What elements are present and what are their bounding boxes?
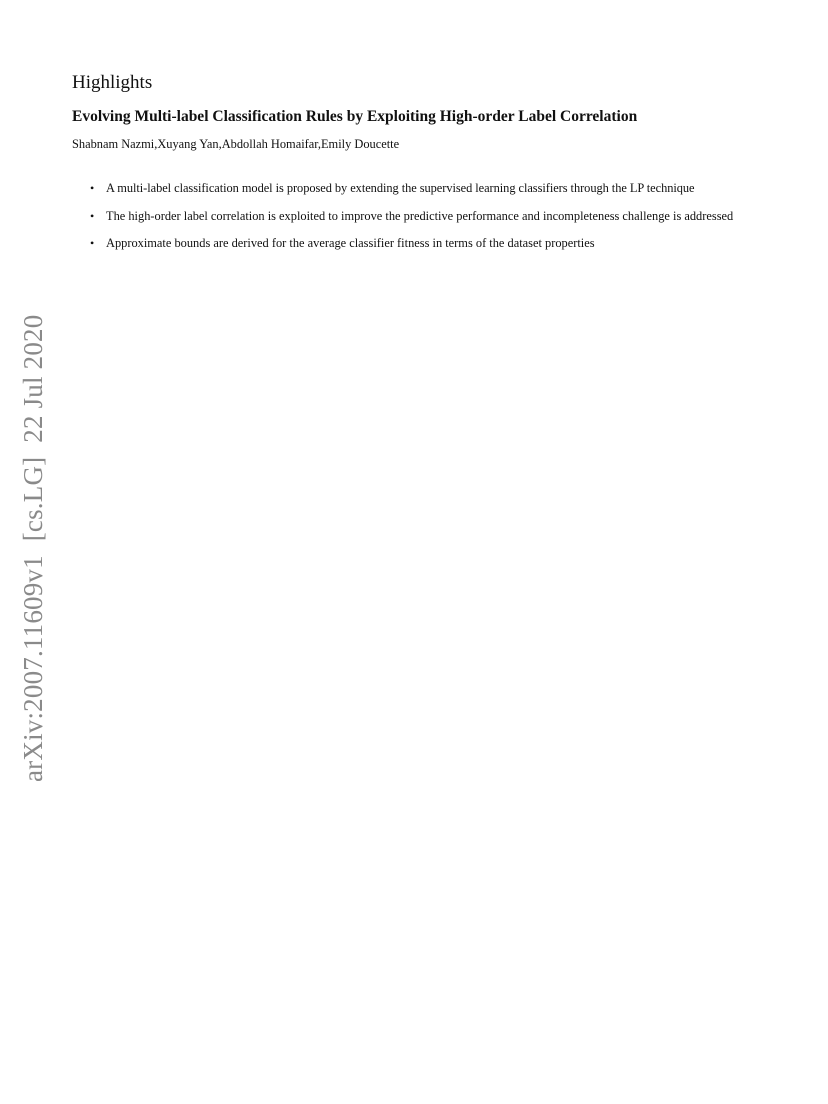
highlights-list bbox=[90, 180, 760, 263]
highlight-item bbox=[90, 180, 760, 197]
bullet-icon: • bbox=[90, 181, 95, 195]
highlight-item bbox=[90, 208, 760, 225]
bullet-icon: • bbox=[90, 236, 95, 250]
arxiv-identifier-stamp: arXiv:2007.11609v1 [cs.LG] 22 Jul 2020 bbox=[18, 314, 48, 782]
highlight-text: A multi-label classification model is proposed by extending the supervised learning classifiers through the LP technique bbox=[106, 181, 695, 195]
highlight-text: The high-order label correlation is exploited to improve the predictive performance and incompleteness challenge is addressed bbox=[106, 208, 734, 223]
paper-title: Evolving Multi-label Classification Rules by Exploiting High-order Label Correlation bbox=[72, 108, 638, 125]
author-list: Shabnam Nazmi,Xuyang Yan,Abdollah Homaifar,Emily Doucette bbox=[72, 137, 400, 151]
highlight-text: Approximate bounds are derived for the average classifier fitness in terms of the dataset properties bbox=[106, 236, 595, 250]
highlight-item bbox=[90, 235, 760, 252]
highlights-heading: Highlights bbox=[72, 72, 153, 93]
bullet-icon: • bbox=[90, 208, 95, 223]
